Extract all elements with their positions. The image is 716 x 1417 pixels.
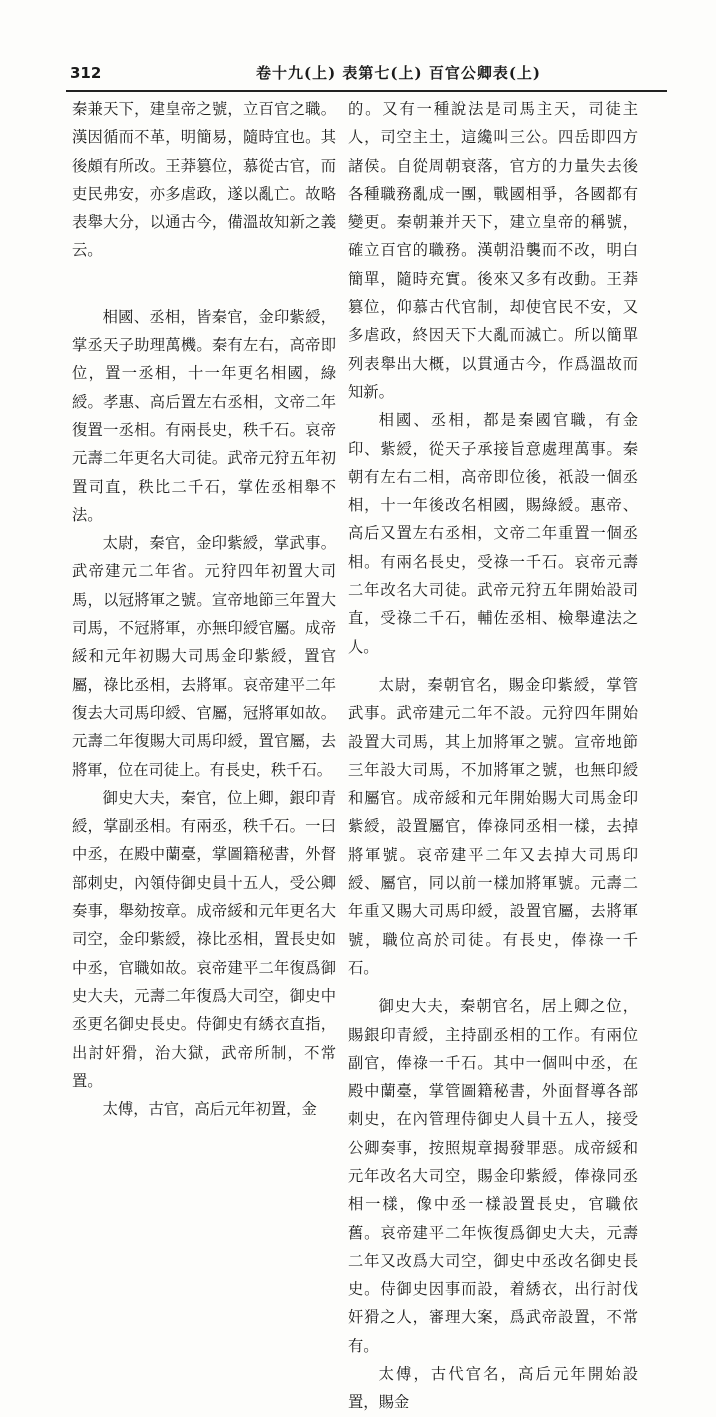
page-number: 312 [70, 64, 102, 82]
original-paragraph: 秦兼天下，建皇帝之號，立百官之職。漢因循而不革，明簡易，隨時宜也。其後頗有所改。王莽篡位，慕從古官，而吏民弗安，亦多虐政，遂以亂亡。故略表舉大分，以通古今，備溫故知新之義云。 [72, 100, 336, 260]
original-paragraph: 太尉，秦官，金印紫綬，掌武事。武帝建元二年省。元狩四年初置大司馬，以冠將軍之號。宣帝地節三年置大司馬，不冠將軍，亦無印綬官屬。成帝綏和元年初賜大司馬金印紫綬，置官屬，祿比丞相，去將軍。哀帝建平二年復去大司馬印綬、官屬，冠將軍如故。元壽二年復賜大司馬印綬，置官屬，去將軍，位在司徒上。有長史，秩千石。 [72, 534, 336, 779]
original-paragraph: 太傅，古官，高后元年初置，金 [102, 1100, 317, 1119]
original-paragraph: 相國、丞相，皆秦官，金印紫綬，掌丞天子助理萬機。秦有左右，高帝即位，置一丞相，十一年更名相國，綠綬。孝惠、高后置左右丞相，文帝二年復置一丞相。有兩長史，秩千石。哀帝元壽二年更名大司徒。武帝元狩五年初置司直，秩比二千石，掌佐丞相舉不法。 [72, 307, 336, 524]
translation-column [348, 95, 638, 1417]
translation-paragraph: 太傅，古代官名，高后元年開始設置，賜金 [348, 1365, 638, 1412]
translation-paragraph: 相國、丞相，都是秦國官職，有金印、紫綬，從天子承接旨意處理萬事。秦朝有左右二相，高帝即位後，祇設一個丞相，十一年後改名相國，賜綠綬。惠帝、高后又置左右丞相，文帝二年重置一個丞相。有兩名長史，受祿一千石。哀帝元壽二年改名大司徒。武帝元狩五年開始設司直，受祿二千石，輔佐丞相、檢舉違法之人。 [348, 411, 638, 656]
translation-paragraph: 太尉，秦朝官名，賜金印紫綬，掌管武事。武帝建元二年不設。元狩四年開始設置大司馬，其上加將軍之號。宣帝地節三年設大司馬，不加將軍之號，也無印綬和屬官。成帝綏和元年開始賜大司馬金印紫綬，設置屬官，俸祿同丞相一樣，去掉將軍號。哀帝建平二年又去掉大司馬印綬、屬官，同以前一樣加將軍號。元壽二年重又賜大司馬印綬，設置官屬，去將軍號，職位高於司徒。有長史，俸祿一千石。 [348, 675, 638, 977]
header-rule [66, 90, 667, 92]
translation-paragraph: 御史大夫，秦朝官名，居上卿之位，賜銀印青綬，主持副丞相的工作。有兩位副官，俸祿一千石。其中一個叫中丞，在殿中蘭臺，掌管圖籍秘書，外面督導各部刺史，在內管理侍御史人員十五人，接受公卿奏事，按照規章揭發罪惡。成帝綏和元年改名大司空，賜金印紫綬，俸祿同丞相一樣，像中丞一樣設置長史，官職依舊。哀帝建平二年恢復爲御史大夫，元壽二年又改爲大司空，御史中丞改名御史長史。侍御史因事而設，着綉衣，出行討伐奸猾之人，審理大案，爲武帝設置，不常有。 [348, 997, 638, 1355]
page-header [70, 62, 665, 86]
original-text-column [72, 95, 336, 1123]
original-paragraph: 御史大夫，秦官，位上卿，銀印青綬，掌副丞相。有兩丞，秩千石。一曰中丞，在殿中蘭臺，掌圖籍秘書，外督部刺史，內領侍御史員十五人，受公卿奏事，舉劾按章。成帝綏和元年更名大司空，金印紫綬，祿比丞相，置長史如中丞，官職如故。哀帝建平二年復爲御史大夫，元壽二年復爲大司空，御史中丞更名御史長史。侍御史有綉衣直指，出討奸猾，治大獄，武帝所制，不常置。 [72, 788, 336, 1090]
translation-paragraph: 的。又有一種說法是司馬主天，司徒主人，司空主土，這纔叫三公。四岳即四方諸侯。自從周朝衰落，官方的力量失去後各種職務亂成一團，戰國相爭，各國都有變更。秦朝兼并天下，建立皇帝的稱號，確立百官的職務。漢朝沿襲而不改，明白簡單，隨時充實。後來又多有改動。王莽篡位，仰慕古代官制，却使官民不安，又多虐政，終因天下大亂而滅亡。所以簡單列表舉出大概，以貫通古今，作爲溫故而知新。 [348, 100, 638, 401]
running-title: 卷十九(上) 表第七(上) 百官公卿表(上) [256, 64, 542, 82]
